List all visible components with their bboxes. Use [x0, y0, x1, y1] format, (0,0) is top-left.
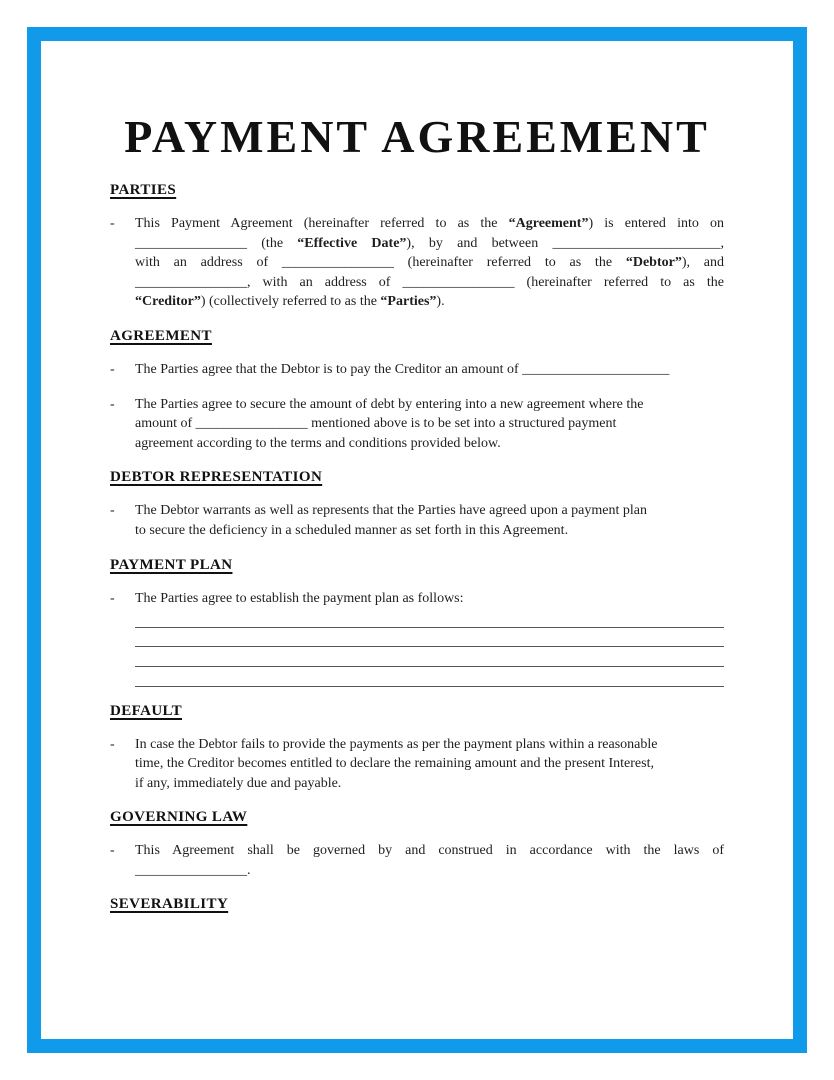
section-agreement [110, 327, 724, 453]
section-debtor-representation [110, 468, 724, 540]
document-title: PAYMENT AGREEMENT [124, 111, 710, 162]
text-run: The Debtor warrants as well as represents that the Parties have agreed upon a payment plan [135, 503, 647, 519]
paragraph-line [135, 214, 724, 234]
paragraph-line [135, 774, 724, 794]
section-heading-agreement: AGREEMENT [110, 327, 212, 344]
section-heading-debtor-representation: DEBTOR REPRESENTATION [110, 469, 323, 486]
list-item [110, 214, 724, 312]
paragraph [135, 360, 724, 380]
section-payment-plan [110, 556, 724, 687]
paragraph-line [135, 292, 724, 312]
list-item [110, 395, 724, 454]
paragraph [135, 735, 724, 794]
paragraph-line [135, 589, 724, 609]
paragraph-line [135, 735, 724, 755]
text-run: This Agreement shall be governed by and construed in accordance with the laws of [135, 843, 724, 859]
paragraph-line [135, 861, 724, 881]
paragraph-line [135, 395, 724, 415]
paragraph-line [135, 754, 724, 774]
paragraph-line [135, 521, 724, 541]
text-run: with an address of ________________ (hereinafter referred to as the [135, 255, 626, 271]
text-run: to secure the deficiency in a scheduled manner as set forth in this Agreement. [135, 522, 569, 538]
paragraph [135, 841, 724, 880]
section-heading-governing-law: GOVERNING LAW [110, 809, 248, 826]
write-in-line [135, 647, 724, 667]
dash-bullet: - [110, 361, 115, 377]
page-border [27, 27, 807, 1053]
text-run: ________________, with an address of ________________ (hereinafter referred to as the [135, 274, 724, 290]
text-run: ________________. [135, 862, 251, 878]
dash-bullet: - [110, 503, 115, 519]
paragraph [135, 395, 724, 454]
defined-term: “Creditor” [135, 294, 201, 310]
paragraph-line [135, 273, 724, 293]
section-governing-law [110, 808, 724, 880]
text-run: ). [436, 294, 445, 310]
defined-term: “Effective Date” [297, 235, 407, 251]
text-run: amount of ________________ mentioned above is to be set into a structured payment [135, 416, 617, 432]
paragraph-line [135, 360, 724, 380]
paragraph-line [135, 414, 724, 434]
section-heading-severability: SEVERABILITY [110, 896, 229, 913]
dash-bullet: - [110, 216, 115, 231]
text-run: ________________ (the [135, 235, 298, 251]
write-in-line [135, 667, 724, 687]
paragraph [135, 589, 724, 687]
section-default [110, 702, 724, 794]
section-heading-default: DEFAULT [110, 702, 182, 719]
list-item [110, 501, 724, 540]
dash-bullet: - [110, 396, 115, 412]
dash-bullet: - [110, 590, 115, 606]
paragraph-line [135, 234, 724, 254]
section-severability [110, 895, 724, 914]
paragraph-line [135, 253, 724, 273]
text-run: The Parties agree to secure the amount of debt by entering into a new agreement where the [135, 396, 644, 412]
section-parties [110, 181, 724, 312]
text-run: ) is entered into on [588, 216, 724, 231]
defined-term: “Agreement” [508, 216, 589, 231]
section-heading-parties: PARTIES [110, 182, 177, 198]
text-run: The Parties agree to establish the payment plan as follows: [135, 590, 464, 606]
paragraph [135, 214, 724, 312]
text-run: agreement according to the terms and conditions provided below. [135, 435, 501, 451]
write-in-line [135, 628, 724, 648]
text-run: time, the Creditor becomes entitled to declare the remaining amount and the present Interest, [135, 756, 654, 772]
write-in-line [135, 608, 724, 628]
dash-bullet: - [110, 843, 115, 859]
paragraph-line [135, 501, 724, 521]
sections [110, 181, 724, 914]
defined-term: “Parties” [380, 294, 437, 310]
text-run: ), by and between ________________________, [406, 235, 724, 251]
list-item [110, 841, 724, 880]
paragraph-line [135, 434, 724, 454]
text-run: ) (collectively referred to as the [200, 294, 381, 310]
text-run: In case the Debtor fails to provide the payments as per the payment plans within a reasonable [135, 736, 658, 752]
text-run: This Payment Agreement (hereinafter referred to as the [135, 216, 509, 231]
section-heading-payment-plan: PAYMENT PLAN [110, 556, 233, 573]
list-item [110, 735, 724, 794]
list-item [110, 589, 724, 687]
text-run: The Parties agree that the Debtor is to pay the Creditor an amount of _____________________ [135, 361, 670, 377]
text-run: ), and [681, 255, 724, 271]
text-run: if any, immediately due and payable. [135, 775, 342, 791]
list-item [110, 360, 724, 380]
paragraph [135, 501, 724, 540]
document-page [41, 41, 793, 914]
dash-bullet: - [110, 736, 115, 752]
paragraph-line [135, 841, 724, 861]
defined-term: “Debtor” [625, 255, 682, 271]
